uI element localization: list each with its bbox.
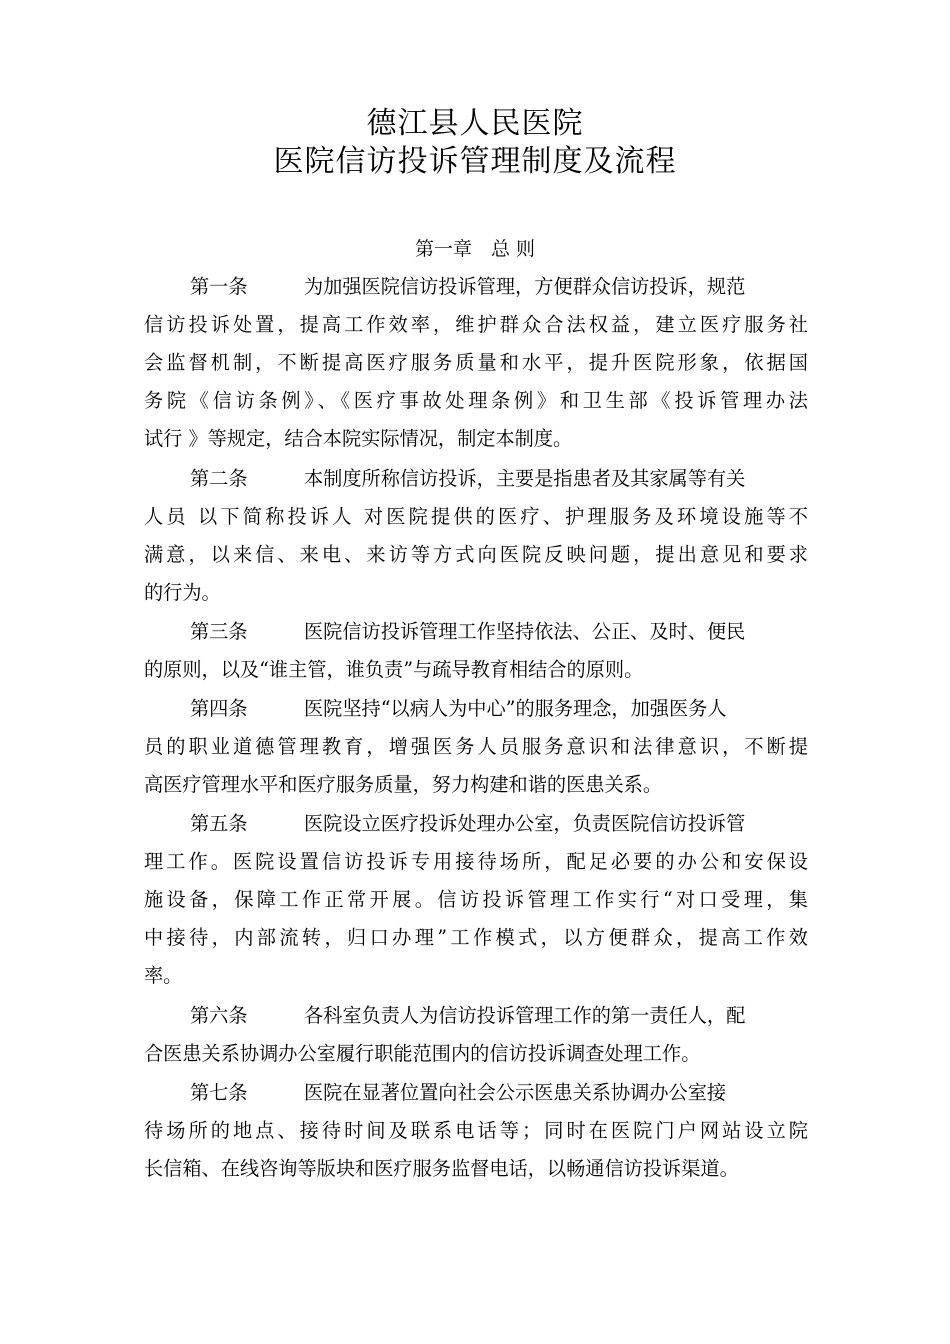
article-1-line-2: 信访投诉处置，提高工作效率，维护群众合法权益，建立医疗服务社 (144, 313, 808, 336)
article-2-label: 第二条 (190, 467, 248, 490)
document-title-line-1: 德江县人民医院 (366, 106, 584, 141)
article-7-label: 第七条 (190, 1081, 248, 1104)
article-1-line-5: 试行 》等规定，结合本院实际情况，制定本制度。 (144, 427, 573, 450)
article-4-line-3: 高医疗管理水平和医疗服务质量，努力构建和谐的医患关系。 (144, 773, 663, 796)
article-4-label: 第四条 (190, 697, 248, 720)
article-6-line-1 (144, 1004, 808, 1028)
article-2-line-1 (144, 467, 808, 491)
article-1-label: 第一条 (190, 275, 248, 298)
article-2-line-2: 人员 以下简称投诉人 对医院提供的医疗、护理服务及环境设施等不 (144, 505, 808, 528)
article-7-text-1: 医院在显著位置向社会公示医患关系协调办公室接 (304, 1081, 727, 1104)
article-6-line-2: 合医患关系协调办公室履行职能范围内的信访投诉调查处理工作。 (144, 1042, 701, 1065)
article-2-text-1: 本制度所称信访投诉，主要是指患者及其家属等有关 (304, 467, 746, 490)
article-1-line-1 (144, 275, 808, 299)
article-2-line-3: 满意，以来信、来电、来访等方式向医院反映问题，提出意见和要求 (144, 543, 808, 566)
article-5-label: 第五条 (190, 812, 248, 835)
article-5-line-4: 中接待，内部流转，归口办理”工作模式，以方便群众，提高工作效 (144, 926, 808, 949)
article-3-text-1: 医院信访投诉管理工作坚持依法、公正、及时、便民 (304, 620, 746, 643)
article-1-line-4: 务院《信访条例》、《医疗事故处理条例》和卫生部《投诉管理办法 (144, 389, 808, 412)
article-2-line-4: 的行为。 (144, 581, 221, 604)
article-5-text-1: 医院设立医疗投诉处理办公室，负责医院信访投诉管 (304, 812, 746, 835)
article-4-line-2: 员的职业道德管理教育，增强医务人员服务意识和法律意识，不断提 (144, 735, 808, 758)
article-4-line-1 (144, 697, 808, 721)
article-5-line-2: 理工作。医院设置信访投诉专用接待场所，配足必要的办公和安保设 (144, 850, 808, 873)
article-1-line-3: 会监督机制，不断提高医疗服务质量和水平，提升医院形象，依据国 (144, 351, 808, 374)
article-5-line-1 (144, 812, 808, 836)
article-3-line-1 (144, 620, 808, 644)
article-4-text-1: 医院坚持“以病人为中心”的服务理念，加强医务人 (304, 697, 727, 720)
article-3-line-2: 的原则，以及“谁主管，谁负责”与疏导教育相结合的原则。 (144, 658, 644, 681)
article-6-text-1: 各科室负责人为信访投诉管理工作的第一责任人，配 (304, 1004, 746, 1027)
article-7-line-2: 待场所的地点、接待时间及联系电话等；同时在医院门户网站设立院 (144, 1119, 808, 1142)
article-3-label: 第三条 (190, 620, 248, 643)
chapter-heading: 第一章 总 则 (414, 238, 536, 260)
article-5-line-3: 施设备，保障工作正常开展。信访投诉管理工作实行“对口受理，集 (144, 888, 808, 911)
article-7-line-1 (144, 1081, 808, 1105)
document-title-line-2: 医院信访投诉管理制度及流程 (273, 144, 677, 179)
article-7-line-3: 长信箱、在线咨询等版块和医疗服务监督电话，以畅通信访投诉渠道。 (144, 1157, 739, 1180)
article-1-text-1: 为加强医院信访投诉管理，方便群众信访投诉，规范 (304, 275, 746, 298)
article-6-label: 第六条 (190, 1004, 248, 1027)
article-5-line-5: 率。 (144, 964, 183, 987)
